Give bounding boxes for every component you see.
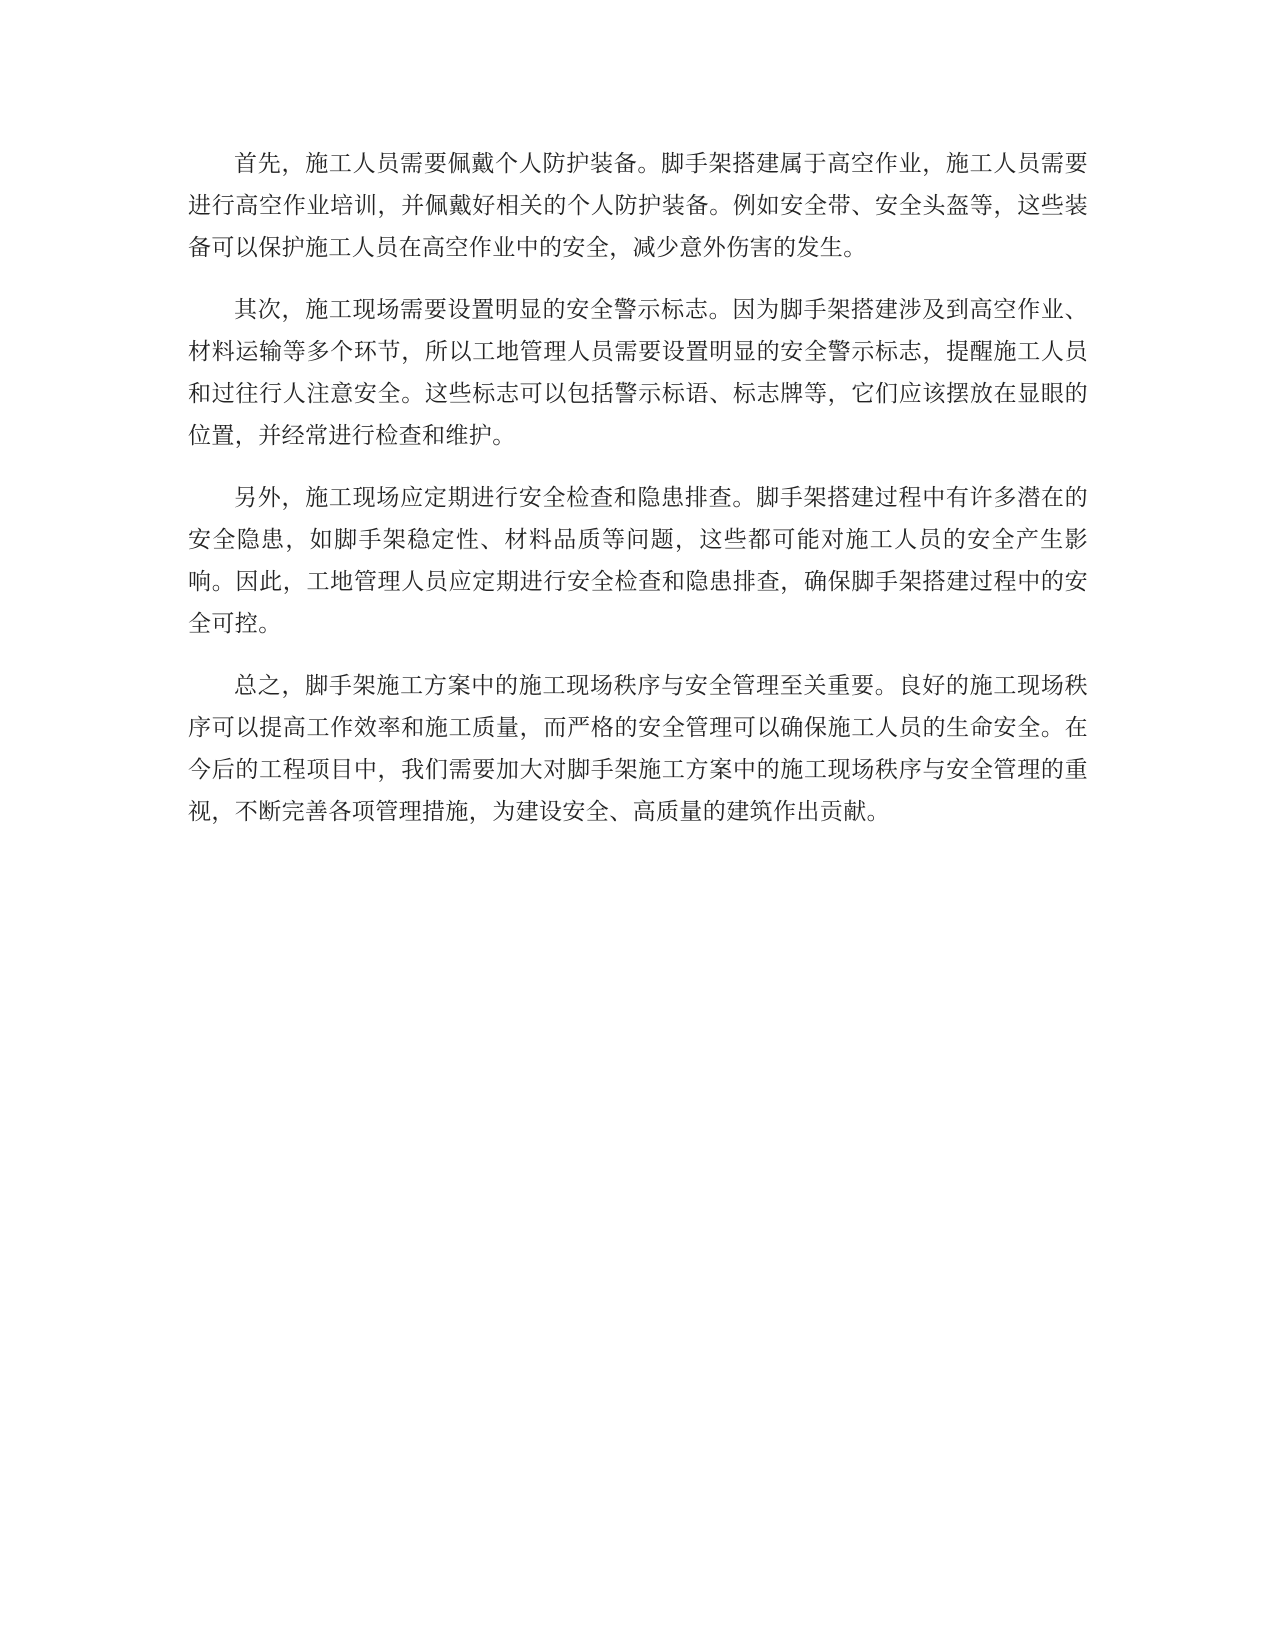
- paragraph-safety-inspection: 另外，施工现场应定期进行安全检查和隐患排查。脚手架搭建过程中有许多潜在的安全隐患，如脚手架稳定性、材料品质等问题，这些都可能对施工人员的安全产生影响。因此，工地管理人员应定期进行安全检查和隐患排查，确保脚手架搭建过程中的安全可控。: [188, 485, 1088, 637]
- paragraph-personal-protection: 首先，施工人员需要佩戴个人防护装备。脚手架搭建属于高空作业，施工人员需要进行高空作业培训，并佩戴好相关的个人防护装备。例如安全带、安全头盔等，这些装备可以保护施工人员在高空作业中的安全，减少意外伤害的发生。: [188, 151, 1088, 261]
- paragraph-warning-signs: 其次，施工现场需要设置明显的安全警示标志。因为脚手架搭建涉及到高空作业、材料运输等多个环节，所以工地管理人员需要设置明显的安全警示标志，提醒施工人员和过往行人注意安全。这些标志可以包括警示标语、标志牌等，它们应该摆放在显眼的位置，并经常进行检查和维护。: [188, 297, 1088, 449]
- paragraph-conclusion: 总之，脚手架施工方案中的施工现场秩序与安全管理至关重要。良好的施工现场秩序可以提高工作效率和施工质量，而严格的安全管理可以确保施工人员的生命安全。在今后的工程项目中，我们需要加大对脚手架施工方案中的施工现场秩序与安全管理的重视，不断完善各项管理措施，为建设安全、高质量的建筑作出贡献。: [188, 673, 1088, 825]
- document-body: [188, 143, 1088, 853]
